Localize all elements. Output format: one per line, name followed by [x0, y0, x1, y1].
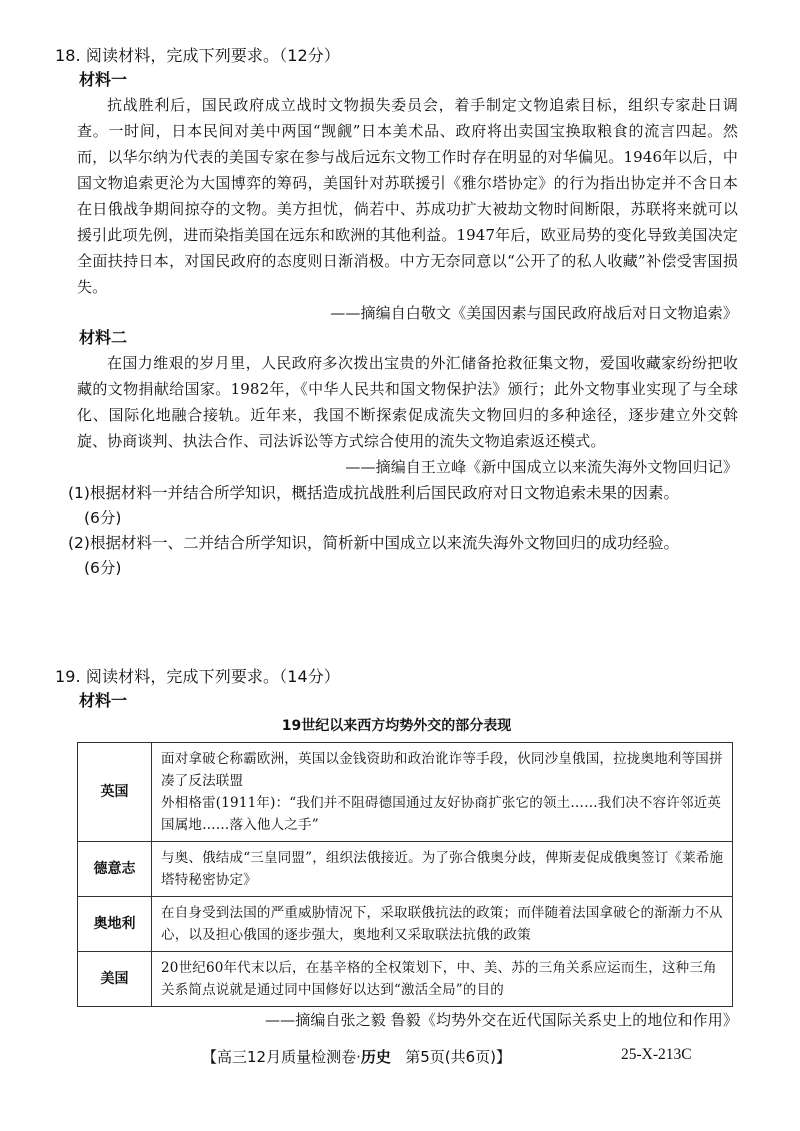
- subquestion-score: (6分): [84, 509, 122, 527]
- answer-space: [55, 581, 738, 665]
- description-line: 面对拿破仑称霸欧洲，英国以金钱资助和政治讹诈等手段，伙同沙皇俄国，拉拢奥地利等国拼凑了反法联盟: [161, 751, 723, 789]
- subquestion-text: (1)根据材料一并结合所学知识，概括造成抗战胜利后国民政府对日文物追索未果的因素。: [68, 484, 679, 502]
- footer-exam-code: 25-X-213C: [621, 1046, 692, 1063]
- subquestion-score: (6分): [84, 559, 122, 577]
- footer-page-number: 第5页(共6页): [405, 1048, 497, 1066]
- q19-material-1-title: 材料一: [79, 691, 128, 710]
- footer-exam-name: 高三12月质量检测卷: [217, 1048, 357, 1066]
- country-cell: 美国: [78, 952, 152, 1007]
- subquestion-text: (2)根据材料一、二并结合所学知识，简析新中国成立以来流失海外文物回归的成功经验。: [68, 534, 679, 552]
- page-footer: [0, 1046, 800, 1070]
- description-line: 外相格雷(1911年)：“我们并不阻碍德国通过友好协商扩张它的领土……我们决不容许邻近英国属地……落入他人之手”: [161, 795, 722, 833]
- balance-of-power-table: [77, 742, 733, 1007]
- description-line: 与奥、俄结成“三皇同盟”，组织法俄接近。为了弥合俄奥分歧，俾斯麦促成俄奥签订《莱希施塔特秘密协定》: [161, 850, 724, 888]
- description-line: 在自身受到法国的严重威胁情况下，采取联俄抗法的政策；而伴随着法国拿破仑的渐渐力不从心，以及担心俄国的逐步强大，奥地利又采取联法抗俄的政策: [161, 905, 723, 943]
- footer-right-bracket: 】: [496, 1048, 512, 1066]
- footer-left-bracket: 【: [202, 1048, 218, 1066]
- q18-material-1-text: 抗战胜利后，国民政府成立战时文物损失委员会，着手制定文物追索目标，组织专家赴日调查。一时间，日本民间对美中两国“觊觎”日本美术品、政府将出卖国宝换取粮食的流言四起。然而，以华尔纳为代表的美国专家在参与战后远东文物工作时存在明显的对华偏见。1946年以后，中国文物追索更沦为大国博弈的筹码，美国针对苏联援引《雅尔塔协定》的行为指出协定并不含日本在日俄战争期间掠夺的文物。美方担忧，倘若中、苏成功扩大被劫文物时间断限，苏联将来就可以援引此项先例，进而染指美国在远东和欧洲的其他利益。1947年后，欧亚局势的变化导致美国决定全面扶持日本，对国民政府的态度则日渐消极。中方无奈同意以“公开了的私人收藏”补偿受害国损失。: [77, 96, 738, 296]
- q18-subquestion-2: [68, 531, 738, 581]
- country-cell: 英国: [78, 743, 152, 842]
- description-cell: [152, 952, 733, 1007]
- question-19-heading: 19. 阅读材料，完成下列要求。（14分）: [55, 667, 340, 686]
- country-cell: 奥地利: [78, 897, 152, 952]
- footer-dot: ·: [356, 1048, 361, 1066]
- table-row: [78, 952, 733, 1007]
- q19-material-1-source: ——摘编自张之毅 鲁毅《均势外交在近代国际关系史上的地位和作用》: [265, 1011, 738, 1029]
- q18-subquestion-1: [68, 481, 738, 531]
- footer-subject: 历史: [360, 1048, 391, 1066]
- table-row: [78, 842, 733, 897]
- table-row: [78, 743, 733, 842]
- footer-exam-info: [202, 1046, 511, 1067]
- q18-material-2-text: 在国力维艰的岁月里，人民政府多次拨出宝贵的外汇储备抢救征集文物，爱国收藏家纷纷把收藏的文物捐献给国家。1982年，《中华人民共和国文物保护法》颁行；此外文物事业实现了与全球化、国际化地融合接轨。近年来，我国不断探索促成流失文物回归的多种途径，逐步建立外交斡旋、协商谈判、执法合作、司法诉讼等方式综合使用的流失文物追索返还模式。: [77, 354, 738, 450]
- q18-material-1-title: 材料一: [79, 70, 128, 89]
- description-cell: [152, 842, 733, 897]
- question-18-heading: 18. 阅读材料，完成下列要求。（12分）: [55, 46, 340, 65]
- description-cell: [152, 897, 733, 952]
- q18-material-2-title: 材料二: [79, 328, 128, 347]
- description-line: 20世纪60年代末以后，在基辛格的全权策划下，中、美、苏的三角关系应运而生，这种三角关系简点说就是通过同中国修好以达到“激活全局”的目的: [161, 960, 717, 998]
- table-row: [78, 897, 733, 952]
- description-cell: [152, 743, 733, 842]
- q18-material-2-source: ——摘编自王立峰《新中国成立以来流失海外文物回归记》: [345, 458, 738, 476]
- country-cell: 德意志: [78, 842, 152, 897]
- q19-table-title: 19世纪以来西方均势外交的部分表现: [281, 718, 512, 734]
- q18-material-1-source: ——摘编自白敬文《美国因素与国民政府战后对日文物追索》: [330, 304, 738, 322]
